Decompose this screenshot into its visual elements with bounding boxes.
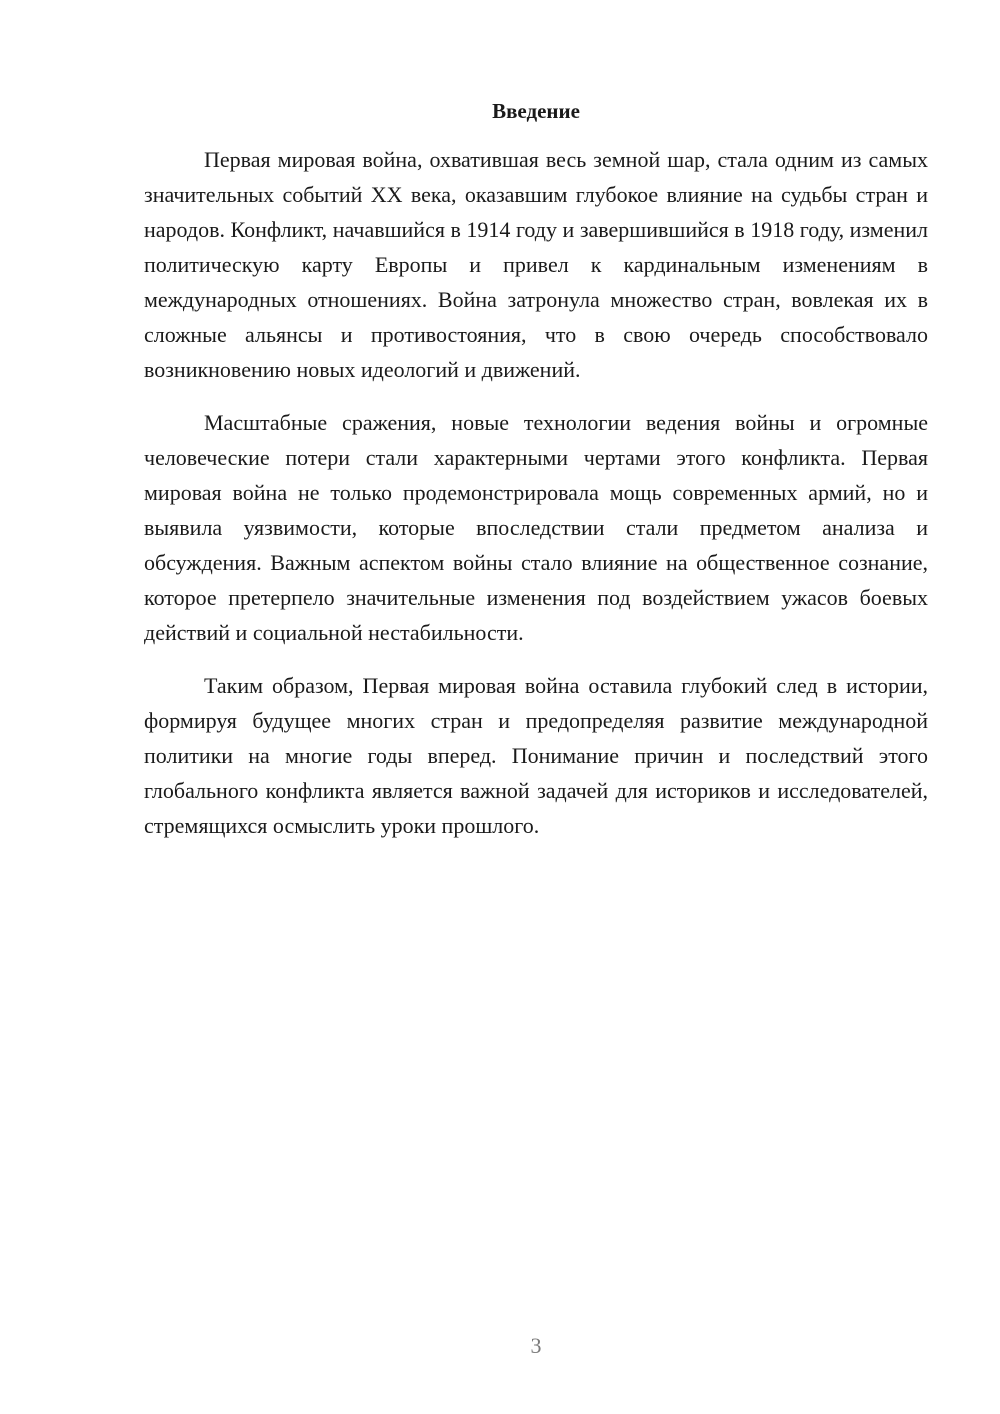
page-title: Введение [492, 99, 580, 123]
paragraph-2: Масштабные сражения, новые технологии ведения войны и огромные человеческие потери стали характерными чертами этого конфликта. Первая мировая война не только продемонстрировала мощь современных армий, но и выявила уязвимости, которые впоследствии стали предметом анализа и обсуждения. Важным аспектом войны стало влияние на общественное сознание, которое претерпело значительные изменения под воздействием ужасов боевых действий и социальной нестабильности. [144, 410, 928, 645]
document-body [144, 142, 928, 861]
paragraph-3: Таким образом, Первая мировая война оставила глубокий след в истории, формируя будущее многих стран и предопределяя развитие международной политики на многие годы вперед. Понимание причин и последствий этого глобального конфликта является важной задачей для историков и исследователей, стремящихся осмыслить уроки прошлого. [144, 673, 928, 838]
page-number: 3 [530, 1333, 542, 1358]
paragraph-1: Первая мировая война, охватившая весь земной шар, стала одним из самых значительных событий XX века, оказавшим глубокое влияние на судьбы стран и народов. Конфликт, начавшийся в 1914 году и завершившийся в 1918 году, изменил политическую карту Европы и привел к кардинальным изменениям в международных отношениях. Война затронула множество стран, вовлекая их в сложные альянсы и противостояния, что в свою очередь способствовало возникновению новых идеологий и движений. [144, 147, 928, 382]
